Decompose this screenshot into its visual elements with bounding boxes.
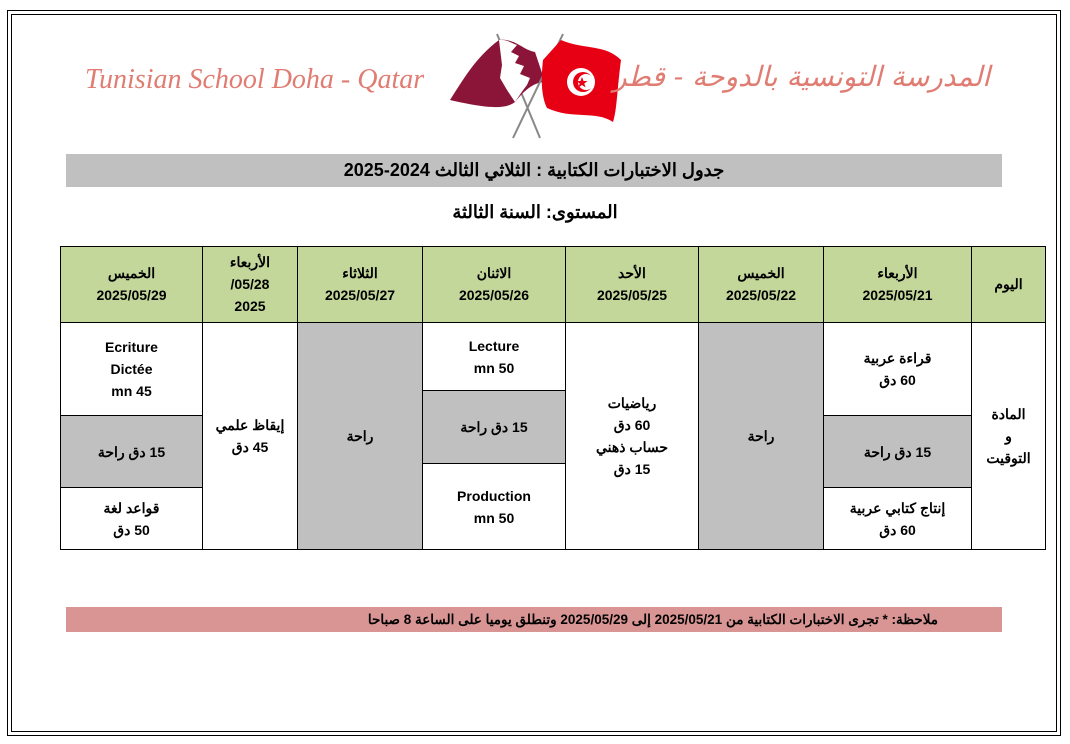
rest-day-tue27: راحة [298,322,423,549]
day-column-header: اليوم [972,247,1046,323]
note-bar: ملاحظة: * تجرى الاختبارات الكتابية من 2025/05/21 إلى 2025/05/29 وتنطلق يوميا على الساعة 8 صباحا [66,607,1002,632]
day-date-part: /05/28 [230,276,270,293]
exam-schedule-table [60,246,1046,550]
table-row [61,322,1046,391]
subject-time-label: المادة و التوقيت [972,322,1046,549]
break-thu29: 15 دق راحة [61,415,203,488]
day-header-sun25 [566,247,699,323]
day-name: الثلاثاء [342,265,378,282]
break-wed21: 15 دق راحة [824,415,972,488]
qatar-flag [450,34,545,138]
school-name-english: Tunisian School Doha - Qatar [85,64,425,95]
day-date: 2025/05/22 [725,287,797,304]
day-name: الأحد [618,265,646,282]
rest-day-thu22: راحة [699,322,824,549]
day-date: 2025/05/29 [96,287,167,304]
exam-lecture: Lecture 50 mn [423,322,566,391]
break-mon26: 15 دق راحة [423,391,566,464]
day-name: الخميس [737,265,785,282]
day-date: 2025/05/26 [458,287,530,304]
exam-ecriture-dictee: Ecriture Dictée 45 mn [61,322,203,415]
day-header-thu29 [61,247,203,323]
day-name: الأربعاء [229,254,271,271]
day-header-mon26 [423,247,566,323]
level-label: المستوى: السنة الثالثة [452,202,618,222]
day-name: الاثنان [476,265,512,282]
table-header-row [61,247,1046,323]
day-date-part: 2025 [234,298,266,315]
day-name: الأربعاء [877,265,918,282]
exam-science: إيقاظ علمي 45 دق [203,322,298,549]
exam-math: رياضيات 60 دق حساب ذهني 15 دق [566,322,699,549]
day-header-tue27 [298,247,423,323]
exam-schedule-title: جدول الاختبارات الكتابية : الثلاثي الثالث 2024-2025 [66,154,1002,187]
day-header-thu22 [699,247,824,323]
day-header-wed28 [203,247,298,323]
day-date: 2025/05/21 [862,287,933,304]
day-date: 2025/05/27 [324,287,396,304]
exam-arabic-reading: قراءة عربية 60 دق [824,322,972,415]
exam-production: Production 50 mn [423,464,566,550]
exam-grammar: قواعد لغة 50 دق [61,488,203,550]
day-date: 2025/05/25 [596,287,668,304]
day-header-wed21 [824,247,972,323]
exam-arabic-writing: إنتاج كتابي عربية 60 دق [824,488,972,550]
school-name-arabic: المدرسة التونسية بالدوحة - قطر [613,60,990,93]
day-name: الخميس [107,265,156,282]
flags-logo [445,30,625,142]
